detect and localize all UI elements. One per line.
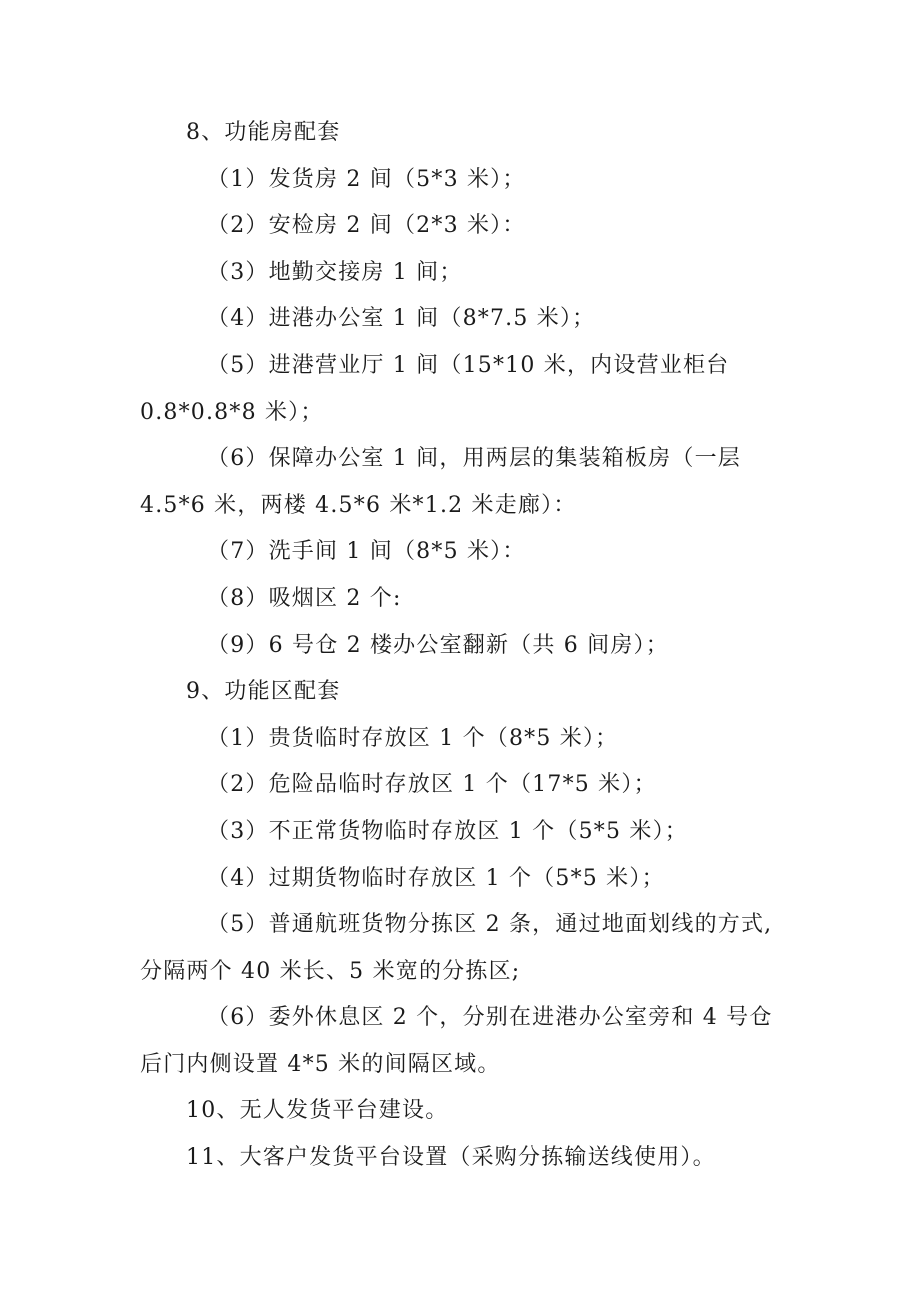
section-11-heading: 11、大客户发货平台设置（采购分拣输送线使用）。 <box>186 1145 716 1171</box>
section-9-item-1: （1）贵货临时存放区 1 个（8*5 米）； <box>207 725 619 751</box>
section-8-item-8: （8）吸烟区 2 个: <box>207 585 402 611</box>
section-8-item-1: （1）发货房 2 间（5*3 米）； <box>207 166 526 192</box>
section-9-item-2: （2）危险品临时存放区 1 个（17*5 米）； <box>207 772 657 798</box>
section-8-item-5: （5）进港营业厅 1 间（15*10 米，内设营业柜台 0.8*0.8*8 米）； <box>140 352 730 425</box>
section-9-item-3: （3）不正常货物临时存放区 1 个（5*5 米）； <box>207 818 688 844</box>
section-8-heading: 8、功能房配套 <box>186 120 341 145</box>
section-9-heading: 9、功能区配套 <box>186 679 341 705</box>
section-8-item-7: （7）洗手间 1 间（8*5 米）： <box>207 539 526 565</box>
section-8-item-6: （6）保障办公室 1 间，用两层的集装箱板房（一层 4.5*6 米，两楼 4.5*6 米*1.2 米走廊）： <box>140 446 741 518</box>
section-9-item-5: （5）普通航班货物分拣区 2 条，通过地面划线的方式,分隔两个 40 米长、5 米宽的分拣区; <box>140 912 773 984</box>
section-9-item-4: （4）过期货物临时存放区 1 个（5*5 米）； <box>207 865 665 891</box>
section-10-heading: 10、无人发货平台建设。 <box>186 1098 449 1124</box>
section-8-item-3: （3）地勤交接房 1 间； <box>207 259 463 285</box>
section-8-item-4: （4）进港办公室 1 间（8*7.5 米）； <box>207 306 596 332</box>
document-body <box>140 110 790 1182</box>
section-8-item-2: （2）安检房 2 间（2*3 米）： <box>207 213 526 239</box>
section-9-item-6: （6）委外休息区 2 个，分别在进港办公室旁和 4 号仓后门内侧设置 4*5 米的间隔区域。 <box>140 1005 773 1077</box>
section-8-item-9: （9）6 号仓 2 楼办公室翻新（共 6 间房）； <box>207 632 669 658</box>
